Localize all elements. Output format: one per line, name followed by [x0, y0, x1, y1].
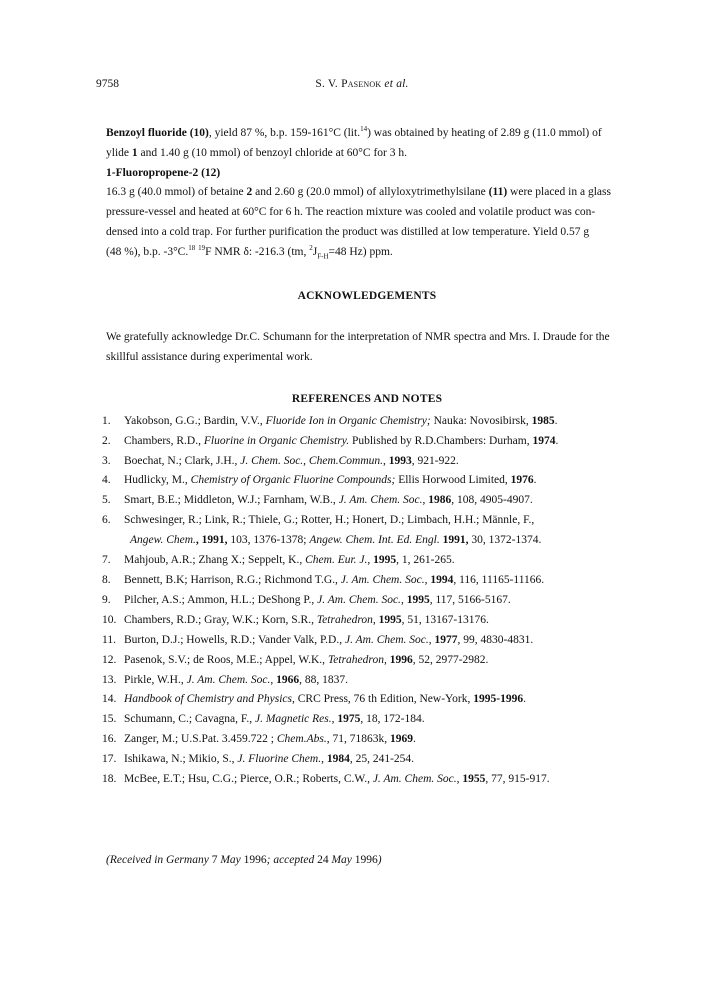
reference-item: [102, 690, 628, 710]
reference-number: 14.: [102, 693, 117, 706]
reference-year: 1994: [430, 574, 454, 587]
reference-details: ,: [422, 494, 429, 507]
reference-year: 1955: [462, 773, 486, 786]
reference-pages: , 108, 4905-4907.: [451, 494, 533, 507]
reference-details: ,: [367, 554, 374, 567]
fluoropropene-paragraph: [106, 164, 628, 263]
reference-source: J. Am. Chem. Soc.: [338, 494, 423, 507]
reference-details: , 71, 71863k,: [326, 733, 390, 746]
reference-source: J. Chem. Soc., Chem.Commun.: [240, 454, 384, 467]
reference-authors: Smart, B.E.; Middleton, W.J.; Farnham, W.B.,: [124, 494, 339, 507]
reference-pages: , 116, 11165-11166.: [453, 574, 545, 587]
citation-sup: 18: [188, 243, 196, 252]
text-line: [106, 144, 628, 164]
reference-number: 3.: [102, 454, 111, 467]
reference-pages: .: [523, 693, 526, 706]
text-span: (48 %), b.p. -3°C.: [106, 245, 189, 258]
reference-item: [102, 452, 628, 472]
reference-source: Chemistry of Organic Fluorine Compounds;: [190, 474, 396, 487]
reference-continuation: [124, 531, 628, 551]
reference-details: ,: [270, 673, 277, 686]
text-span: J: [312, 245, 318, 258]
reference-year: 1969: [389, 733, 413, 746]
text-span: ) was obtained by heating of 2.89 g (11.0 mmol) of: [367, 127, 602, 139]
reference-year: 1974: [532, 434, 556, 447]
reference-year: 1984: [326, 753, 350, 766]
citation-sup: 14: [360, 125, 368, 134]
reference-authors: McBee, E.T.; Hsu, C.G.; Pierce, O.R.; Roberts, C.W.,: [124, 773, 373, 786]
reference-year: 1986: [428, 494, 452, 507]
coupling-sub: F-H: [317, 252, 329, 261]
text-line: [106, 183, 628, 203]
reference-item: [102, 571, 628, 591]
reference-number: 13.: [102, 673, 117, 686]
reference-authors: Pasenok, S.V.; de Roos, M.E.; Appel, W.K.,: [124, 653, 328, 666]
reference-pages: , 52, 2977-2982.: [412, 653, 489, 666]
reference-source: J. Am. Chem. Soc.: [340, 574, 425, 587]
reference-pages: , 117, 5166-5167.: [429, 593, 511, 606]
reference-pages: .: [555, 434, 559, 447]
reference-authors: Chambers, R.D.; Gray, W.K.; Korn, S.R.,: [124, 613, 317, 626]
subsection-title: 1-Fluoropropene-2 (12): [106, 166, 221, 179]
acknowledgements-heading: ACKNOWLEDGEMENTS: [297, 289, 437, 302]
reference-pages: , 88, 1837.: [299, 673, 349, 686]
reference-number: 12.: [102, 653, 117, 666]
reference-year: 1996: [389, 653, 413, 666]
reference-item: [102, 651, 628, 671]
article-body: [102, 124, 628, 790]
reference-year: 1985: [531, 414, 555, 427]
text-span: were placed in a glass: [507, 186, 611, 199]
reference-source: Chem. Eur. J.: [305, 554, 368, 567]
reference-pages: .: [412, 733, 416, 746]
reference-item: [102, 551, 628, 571]
text-span: 16.3 g (40.0 mmol) of betaine: [106, 186, 247, 199]
reference-authors: Hudlicky, M.,: [124, 474, 191, 487]
reference-number: 2.: [102, 434, 111, 447]
reference-number: 7.: [102, 554, 111, 567]
compound-number: 1: [131, 146, 138, 159]
reference-details: , CRC Press, 76 th Edition, New-York,: [292, 693, 474, 706]
reference-number: 6.: [102, 514, 111, 527]
reference-pages: , 1, 261-265.: [396, 554, 455, 567]
reference-item: [102, 770, 628, 790]
reference-item: [102, 432, 628, 452]
reference-source: J. Am. Chem. Soc.: [372, 773, 457, 786]
reference-item: [102, 471, 628, 491]
benzoyl-fluoride-paragraph: [106, 124, 628, 164]
reference-year: 1995: [373, 554, 397, 567]
reference-authors: Burton, D.J.; Howells, R.D.; Vander Valk, P.D.,: [124, 633, 345, 646]
reference-source: J. Fluorine Chem.: [237, 753, 322, 766]
text-line: [106, 124, 628, 144]
reference-details: 103, 1376-1378;: [227, 534, 310, 547]
reference-source: J. Magnetic Res.: [255, 713, 332, 726]
reference-number: 9.: [102, 593, 111, 606]
page-number: 9758: [96, 78, 119, 90]
reference-pages: , 99, 4830-4831.: [457, 633, 534, 646]
reference-source: J. Am. Chem. Soc.: [317, 593, 401, 606]
reference-number: 8.: [102, 574, 111, 587]
reference-authors: Bennett, B.K; Harrison, R.G.; Richmond T.G.,: [124, 574, 341, 587]
reference-details: Ellis Horwood Limited,: [395, 474, 511, 487]
reference-source: Tetrahedron,: [316, 613, 376, 626]
reference-authors: Pirkle, W.H.,: [124, 673, 187, 686]
text-span: , yield 87 %, b.p. 159-161°C (lit.: [208, 127, 361, 139]
reference-source: Angew. Chem.: [130, 534, 196, 547]
reference-number: 18.: [102, 773, 117, 786]
reference-number: 10.: [102, 613, 117, 626]
text-line: We gratefully acknowledge Dr.C. Schumann for the interpretation of NMR spectra and Mrs. I. Draude for the: [106, 331, 610, 344]
compound-number: (11): [488, 186, 508, 199]
reference-authors: Zanger, M.; U.S.Pat. 3.459.722 ;: [124, 733, 277, 746]
reference-source: J. Am. Chem. Soc.: [186, 673, 271, 686]
reference-item: [102, 631, 628, 651]
reference-details: ,: [428, 633, 435, 646]
reference-source: Chem.Abs.: [276, 733, 327, 746]
reference-year: 1975: [337, 713, 361, 726]
reference-item: [102, 671, 628, 691]
reference-source: Fluoride Ion in Organic Chemistry;: [265, 414, 431, 427]
reference-details: ,: [331, 713, 338, 726]
reference-number: 17.: [102, 753, 117, 766]
reference-pages: .: [554, 414, 558, 427]
references-heading: REFERENCES AND NOTES: [291, 392, 443, 405]
reference-number: 15.: [102, 713, 117, 726]
coupling-sup: 2: [309, 243, 313, 252]
reference-item: [102, 511, 628, 551]
reference-pages: , 51, 13167-13176.: [401, 613, 489, 626]
reference-year: 1995: [378, 613, 402, 626]
reference-source: Handbook of Chemistry and Physics: [124, 693, 293, 706]
text-line: [106, 243, 628, 263]
reference-details: ,: [400, 593, 407, 606]
reference-details: Nauka: Novosibirsk,: [430, 414, 532, 427]
reference-item: [102, 750, 628, 770]
text-line: densed into a cold trap. For further purification the product was distilled at low temperature. Yield 0.57 g: [106, 225, 590, 238]
reference-item: [102, 611, 628, 631]
reference-authors: Ishikawa, N.; Mikio, S.,: [124, 753, 238, 766]
reference-source: Angew. Chem. Int. Ed. Engl.: [309, 534, 440, 547]
reference-number: 1.: [102, 414, 111, 427]
compound-name: Benzoyl fluoride (10): [106, 127, 209, 139]
reference-details: Published by R.D.Chambers: Durham,: [349, 434, 533, 447]
text-line: pressure-vessel and heated at 60°C for 6 h. The reaction mixture was cooled and volatile product was con-: [106, 206, 596, 219]
reference-number: 16.: [102, 733, 117, 746]
reference-authors: Chambers, R.D.,: [124, 434, 204, 447]
reference-item: [102, 591, 628, 611]
reference-number: 5.: [102, 494, 111, 507]
reference-details: ,: [424, 574, 431, 587]
reference-details: ,: [383, 454, 389, 467]
reference-authors: Schwesinger, R.; Link, R.; Thiele, G.; Rotter, H.; Honert, D.; Limbach, H.H.; Männle, F.,: [124, 514, 535, 527]
running-authors: S. V. Pasenok et al.: [315, 78, 409, 90]
reference-pages: , 25, 241-254.: [349, 753, 415, 766]
reference-year: , 1991,: [195, 534, 228, 547]
reference-source: Tetrahedron,: [327, 653, 387, 666]
reference-year: 1966: [276, 673, 300, 686]
reference-pages: , 77, 915-917.: [485, 773, 550, 786]
reference-item: [102, 730, 628, 750]
reference-source: Fluorine in Organic Chemistry.: [203, 434, 350, 447]
reference-authors: Mahjoub, A.R.; Zhang X.; Seppelt, K.,: [124, 554, 306, 567]
text-line: skillful assistance during experimental work.: [106, 351, 313, 364]
reference-number: 11.: [102, 633, 116, 646]
reference-pages: .: [533, 474, 537, 487]
reference-year: 1977: [434, 633, 458, 646]
text-span: F NMR δ: -216.3 (tm,: [205, 245, 310, 258]
text-span: and 1.40 g (10 mmol) of benzoyl chloride at 60°C for 3 h.: [137, 146, 407, 159]
reference-list: [102, 412, 628, 790]
reference-pages: 30, 1372-1374.: [468, 534, 542, 547]
reference-authors: Schumann, C.; Cavagna, F.,: [124, 713, 255, 726]
text-span: ylide: [106, 146, 132, 159]
reference-year: 1995: [406, 593, 430, 606]
isotope-sup: 19: [198, 243, 206, 252]
reference-year: 1993: [388, 454, 412, 467]
reference-pages: , 18, 172-184.: [360, 713, 425, 726]
received-note: (Received in Germany 7 May 1996; accepted 24 May 1996): [106, 854, 382, 866]
reference-year: 1976: [510, 474, 534, 487]
reference-item: [102, 710, 628, 730]
reference-authors: Yakobson, G.G.; Bardin, V.V.,: [124, 414, 266, 427]
text-span: =48 Hz) ppm.: [328, 245, 393, 258]
reference-year: 1991,: [439, 534, 469, 547]
reference-pages: , 921-922.: [411, 454, 459, 467]
reference-details: ,: [456, 773, 463, 786]
compound-number: 2: [246, 186, 253, 199]
reference-item: [102, 412, 628, 432]
reference-year: 1995-1996: [473, 693, 524, 706]
acknowledgements-paragraph: [106, 328, 628, 368]
reference-item: [102, 491, 628, 511]
reference-authors: Pilcher, A.S.; Ammon, H.L.; DeShong P.,: [124, 593, 318, 606]
reference-details: ,: [321, 753, 327, 766]
reference-authors: Boechat, N.; Clark, J.H.,: [124, 454, 241, 467]
reference-source: J. Am. Chem. Soc.: [344, 633, 429, 646]
reference-number: 4.: [102, 474, 111, 487]
text-span: and 2.60 g (20.0 mmol) of allyloxytrimethylsilane: [252, 186, 489, 199]
